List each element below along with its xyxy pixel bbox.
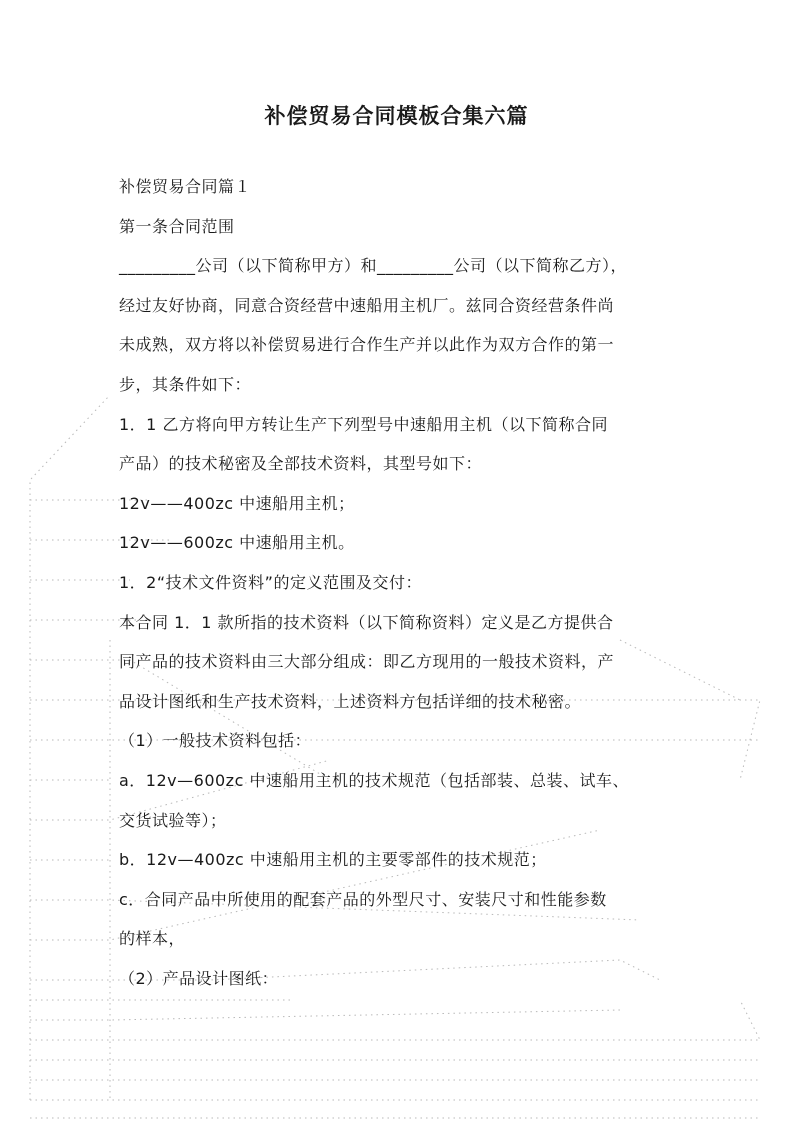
- paragraph-line: 12v——600zc 中速船用主机。: [119, 533, 355, 553]
- paragraph-line: 1．2“技术文件资料”的定义范围及交付：: [119, 572, 422, 592]
- paragraph-line: a．12v—600zc 中速船用主机的技术规范（包括部装、总装、试车、: [119, 770, 629, 790]
- paragraph-line: 同产品的技术资料由三大部分组成：即乙方现用的一般技术资料，产: [119, 652, 615, 672]
- section-heading: 补偿贸易合同篇１: [119, 177, 252, 196]
- paragraph-line: 1．1 乙方将向甲方转让生产下列型号中速船用主机（以下简称合同: [119, 414, 608, 434]
- document-body: [119, 167, 679, 998]
- paragraph-line: 经过友好协商，同意合资经营中速船用主机厂。兹同合资经营条件尚: [119, 295, 615, 315]
- paragraph-line: 本合同 1．1 款所指的技术资料（以下简称资料）定义是乙方提供合: [119, 612, 614, 632]
- paragraph-line: （2）产品设计图纸：: [119, 968, 279, 988]
- paragraph-line: 步，其条件如下：: [119, 374, 252, 394]
- paragraph-line: 12v——400zc 中速船用主机；: [119, 493, 355, 513]
- paragraph-line: 未成熟，双方将以补偿贸易进行合作生产并以此作为双方合作的第一: [119, 335, 615, 355]
- article-heading: 第一条合同范围: [119, 216, 235, 236]
- paragraph-line: 的样本，: [119, 929, 186, 949]
- document-title: 补偿贸易合同模板合集六篇: [264, 104, 529, 128]
- paragraph-line: 交货试验等）；: [119, 810, 227, 830]
- paragraph-line: b．12v—400zc 中速船用主机的主要零部件的技术规范；: [119, 850, 547, 870]
- paragraph-line: c．合同产品中所使用的配套产品的外型尺寸、安装尺寸和性能参数: [119, 889, 607, 909]
- paragraph-line: _________公司（以下简称甲方）和_________公司（以下简称乙方），: [119, 256, 628, 276]
- paragraph-line: 品设计图纸和生产技术资料，上述资料方包括详细的技术秘密。: [119, 691, 582, 711]
- paragraph-line: （1）一般技术资料包括：: [119, 731, 312, 751]
- paragraph-line: 产品）的技术秘密及全部技术资料，其型号如下：: [119, 454, 483, 474]
